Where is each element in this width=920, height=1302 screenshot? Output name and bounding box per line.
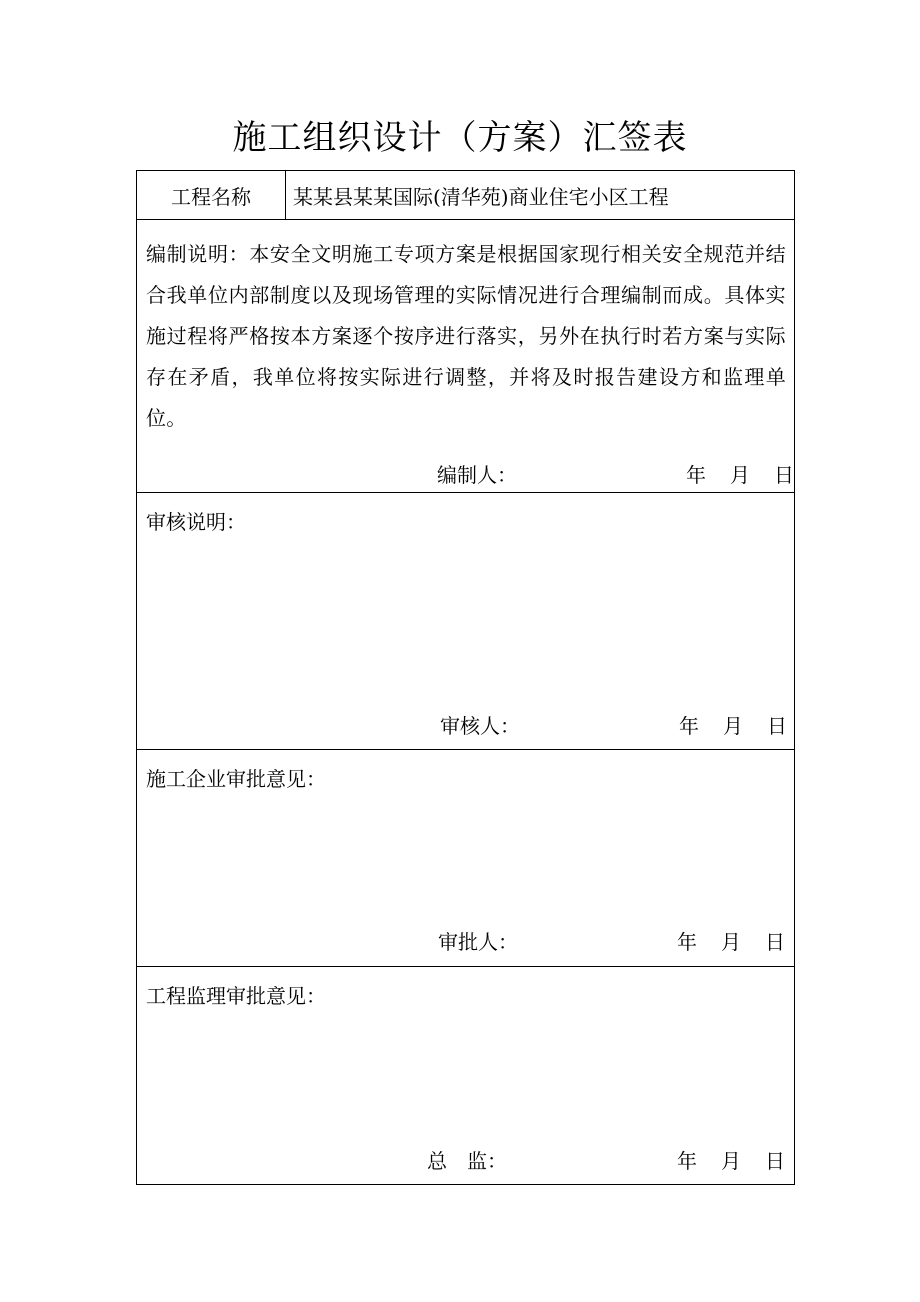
- review-date: [679, 712, 787, 740]
- date-year: 年: [686, 463, 706, 487]
- date-month: 月: [730, 463, 750, 487]
- date-day: 日: [765, 1149, 785, 1173]
- project-name-row: [137, 171, 794, 219]
- date-year: 年: [677, 1149, 697, 1173]
- project-name-value: 某某县某某国际(清华苑)商业住宅小区工程: [293, 184, 669, 209]
- date-day: 日: [767, 714, 787, 738]
- date-month: 月: [721, 930, 741, 954]
- project-name-label: 工程名称: [137, 171, 286, 219]
- date-year: 年: [677, 930, 697, 954]
- date-day: 日: [774, 463, 794, 487]
- enterprise-approval-section: [137, 749, 794, 967]
- approver-signature-label: 审批人：: [438, 930, 518, 954]
- form-title: 施工组织设计（方案）汇签表: [232, 118, 688, 158]
- compile-description: 编制说明：本安全文明施工专项方案是根据国家现行相关安全规范并结合我单位内部制度以及现场管理的实际情况进行合理编制而成。具体实施过程将严格按本方案逐个按序进行落实，另外在执行时若方案与实际存在矛盾，我单位将按实际进行调整，并将及时报告建设方和监理单位。: [146, 242, 786, 430]
- review-note-label: 审核说明：: [146, 510, 246, 534]
- date-month: 月: [721, 1149, 741, 1173]
- date-day: 日: [765, 930, 785, 954]
- supervision-approval-date: [677, 1147, 785, 1175]
- date-month: 月: [723, 714, 743, 738]
- supervision-approval-section: [137, 966, 794, 1185]
- supervision-approval-label: 工程监理审批意见：: [146, 984, 326, 1008]
- compiler-signature-label: 编制人：: [437, 463, 517, 487]
- compile-section: [137, 219, 794, 493]
- reviewer-signature-label: 审核人：: [440, 714, 520, 738]
- date-year: 年: [679, 714, 699, 738]
- review-section: [137, 492, 794, 750]
- chief-supervisor-signature-label: 总 监：: [427, 1149, 507, 1173]
- enterprise-approval-date: [677, 928, 785, 956]
- approval-form-table: [136, 170, 795, 1185]
- compile-date: [686, 461, 794, 489]
- enterprise-approval-label: 施工企业审批意见：: [146, 767, 326, 791]
